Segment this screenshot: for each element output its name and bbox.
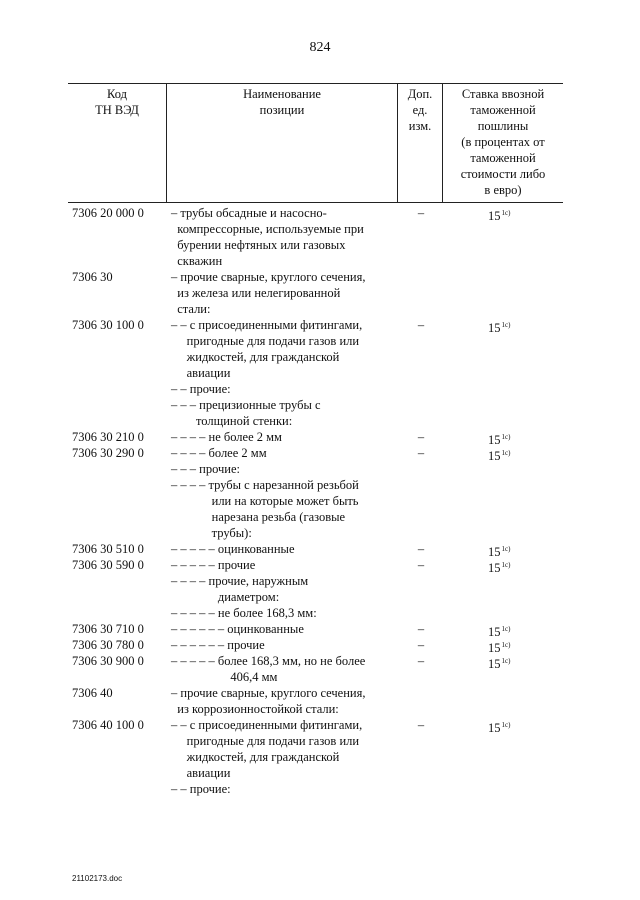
duty-rate (488, 653, 548, 672)
position-description (171, 317, 403, 381)
header-name-line: позиции (259, 103, 305, 117)
description-line: или на которые может быть (171, 494, 359, 508)
description-line: – – с присоединенными фитингами, (171, 318, 363, 332)
duty-rate-value: 15 (488, 321, 501, 335)
duty-rate-footnote: 1с) (501, 321, 511, 329)
description-line: – – – – более 2 мм (171, 446, 267, 460)
duty-rate (488, 573, 548, 592)
duty-rate (488, 717, 548, 736)
position-description (171, 461, 403, 477)
duty-rate (488, 397, 548, 416)
duty-rate (488, 477, 548, 496)
header-unit-line: ед. (412, 103, 428, 117)
additional-unit: – (417, 430, 425, 444)
duty-rate (488, 317, 548, 336)
duty-rate (488, 685, 548, 704)
description-line: – – – – – оцинкованные (171, 542, 295, 556)
additional-unit: – (417, 622, 425, 636)
header-code-line: ТН ВЭД (95, 103, 139, 117)
description-line: – – – – не более 2 мм (171, 430, 282, 444)
additional-unit: – (417, 542, 425, 556)
tnved-code: 7306 30 710 0 (72, 622, 144, 636)
header-rate-line: таможенной (470, 103, 536, 117)
description-line: компрессорные, используемые при (171, 222, 364, 236)
description-line: – – – – – – прочие (171, 638, 265, 652)
position-description (171, 381, 403, 397)
position-description (171, 429, 403, 445)
header-code (68, 86, 166, 118)
duty-rate-footnote: 1с) (501, 625, 511, 633)
description-line: – – – – – не более 168,3 мм: (171, 606, 317, 620)
duty-rate-footnote: 1с) (501, 721, 511, 729)
header-rate-line: таможенной (470, 151, 536, 165)
header-rate (443, 86, 563, 198)
duty-rate-value: 15 (488, 433, 501, 447)
position-description (171, 269, 403, 317)
position-description (171, 445, 403, 461)
position-description (171, 605, 403, 621)
description-line: – – – – прочие, наружным (171, 574, 309, 588)
duty-rate-value: 15 (488, 209, 501, 223)
header-rate-line: (в процентах от (461, 135, 545, 149)
description-line: 406,4 мм (171, 670, 278, 684)
header-rate-line: стоимости либо (460, 167, 546, 181)
position-description (171, 685, 403, 717)
description-line: – трубы обсадные и насосно- (171, 206, 327, 220)
page-number: 824 (309, 40, 331, 55)
description-line: пригодные для подачи газов или (171, 334, 360, 348)
position-description (171, 573, 403, 605)
table-top-rule (68, 83, 563, 84)
description-line: – прочие сварные, круглого сечения, (171, 270, 366, 284)
tnved-code: 7306 30 590 0 (72, 558, 144, 572)
tnved-code: 7306 40 100 0 (72, 718, 144, 732)
position-description (171, 621, 403, 637)
additional-unit: – (417, 446, 425, 460)
duty-rate-value: 15 (488, 561, 501, 575)
description-line: из железа или нелегированной (171, 286, 341, 300)
header-unit (398, 86, 442, 134)
position-description (171, 653, 403, 685)
tnved-code: 7306 40 (72, 686, 113, 700)
header-bottom-rule (68, 202, 563, 203)
description-line: – – – – – – оцинкованные (171, 622, 304, 636)
additional-unit: – (417, 718, 425, 732)
description-line: нарезана резьба (газовые (171, 510, 346, 524)
tnved-code: 7306 30 210 0 (72, 430, 144, 444)
duty-rate-value: 15 (488, 545, 501, 559)
additional-unit: – (417, 318, 425, 332)
header-rate-line: Ставка ввозной (461, 87, 545, 101)
position-description (171, 781, 403, 797)
description-line: толщиной стенки: (171, 414, 293, 428)
description-line: диаметром: (171, 590, 280, 604)
header-name (167, 86, 397, 118)
additional-unit: – (417, 638, 425, 652)
description-line: – – с присоединенными фитингами, (171, 718, 363, 732)
position-description (171, 717, 403, 781)
duty-rate-footnote: 1с) (501, 433, 511, 441)
description-line: жидкостей, для гражданской (171, 750, 340, 764)
additional-unit: – (417, 654, 425, 668)
description-line: пригодные для подачи газов или (171, 734, 360, 748)
additional-unit: – (417, 558, 425, 572)
header-name-line: Наименование (243, 87, 321, 101)
tnved-code: 7306 30 900 0 (72, 654, 144, 668)
tnved-code: 7306 30 510 0 (72, 542, 144, 556)
header-rate-line: пошлины (477, 119, 529, 133)
duty-rate-footnote: 1с) (501, 449, 511, 457)
description-line: – – – прочие: (171, 462, 240, 476)
duty-rate (488, 781, 548, 800)
tnved-code: 7306 30 780 0 (72, 638, 144, 652)
header-unit-line: Доп. (407, 87, 433, 101)
duty-rate-footnote: 1с) (501, 209, 511, 217)
description-line: – прочие сварные, круглого сечения, (171, 686, 366, 700)
header-rate-line: в евро) (484, 183, 522, 197)
duty-rate-footnote: 1с) (501, 657, 511, 665)
description-line: – – – прецизионные трубы с (171, 398, 321, 412)
description-line: – – прочие: (171, 782, 231, 796)
description-line: – – прочие: (171, 382, 231, 396)
position-description (171, 541, 403, 557)
description-line: из коррозионностойкой стали: (171, 702, 339, 716)
duty-rate-value: 15 (488, 449, 501, 463)
position-description (171, 637, 403, 653)
description-line: авиации (171, 766, 231, 780)
duty-rate (488, 269, 548, 288)
position-description (171, 205, 403, 269)
position-description (171, 557, 403, 573)
description-line: жидкостей, для гражданской (171, 350, 340, 364)
tnved-code: 7306 20 000 0 (72, 206, 144, 220)
duty-rate-value: 15 (488, 625, 501, 639)
duty-rate-value: 15 (488, 641, 501, 655)
description-line: трубы): (171, 526, 252, 540)
tnved-code: 7306 30 (72, 270, 113, 284)
additional-unit: – (417, 206, 425, 220)
duty-rate-value: 15 (488, 657, 501, 671)
description-line: – – – – трубы с нарезанной резьбой (171, 478, 359, 492)
duty-rate-footnote: 1с) (501, 561, 511, 569)
position-description (171, 397, 403, 429)
duty-rate (488, 205, 548, 224)
description-line: – – – – – более 168,3 мм, но не более (171, 654, 366, 668)
duty-rate-footnote: 1с) (501, 545, 511, 553)
description-line: бурении нефтяных или газовых (171, 238, 346, 252)
position-description (171, 477, 403, 541)
description-line: авиации (171, 366, 231, 380)
document-filename: 21102173.doc (72, 874, 123, 883)
description-line: стали: (171, 302, 211, 316)
duty-rate-footnote: 1с) (501, 641, 511, 649)
description-line: скважин (171, 254, 223, 268)
description-line: – – – – – прочие (171, 558, 256, 572)
header-unit-line: изм. (408, 119, 432, 133)
header-code-line: Код (107, 87, 127, 101)
duty-rate-value: 15 (488, 721, 501, 735)
tnved-code: 7306 30 290 0 (72, 446, 144, 460)
tnved-code: 7306 30 100 0 (72, 318, 144, 332)
